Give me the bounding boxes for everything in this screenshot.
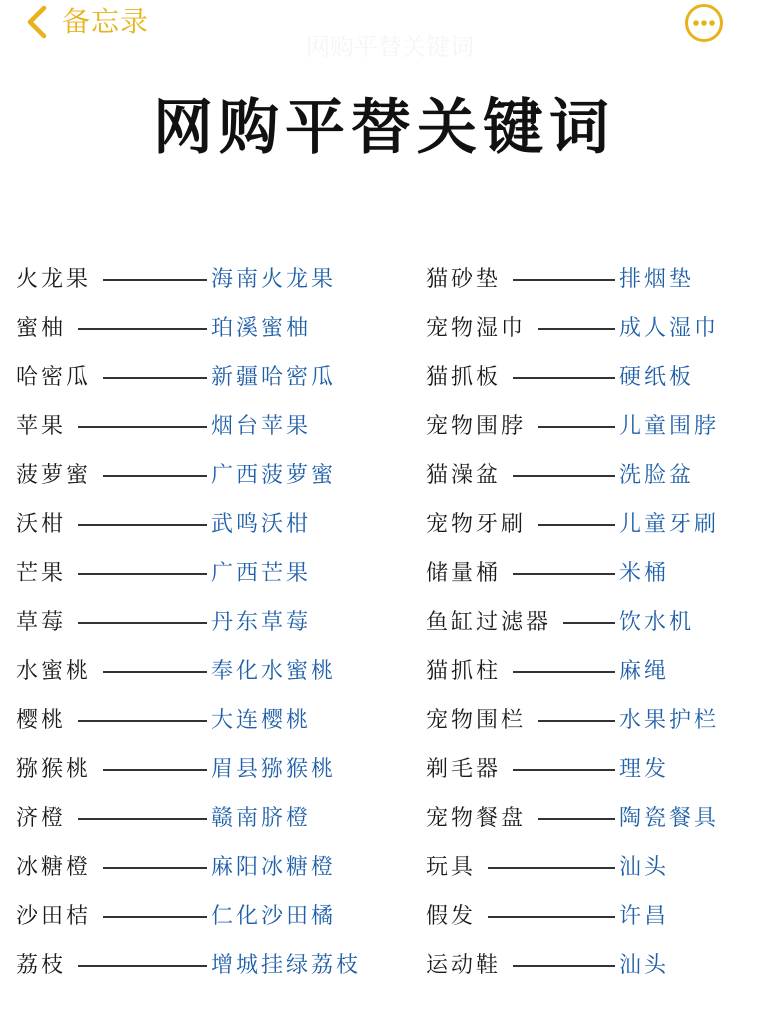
alternative-keyword: 许昌 (619, 904, 670, 929)
connector-dash (488, 916, 615, 918)
original-keyword: 宠物餐盘 (426, 806, 527, 831)
alternative-keyword: 洗脸盆 (619, 463, 695, 488)
original-keyword: 假发 (426, 904, 477, 929)
keyword-row (0, 652, 768, 692)
original-keyword: 猫抓柱 (426, 659, 502, 684)
connector-dash (538, 720, 615, 722)
keyword-row (0, 701, 768, 741)
alternative-keyword: 米桶 (619, 561, 670, 586)
connector-dash (488, 867, 615, 869)
original-keyword: 宠物围栏 (426, 708, 527, 733)
connector-dash (563, 622, 615, 624)
original-keyword: 宠物牙刷 (426, 512, 527, 537)
alternative-keyword: 汕头 (619, 855, 670, 880)
original-keyword: 玩具 (426, 855, 477, 880)
keyword-row (0, 554, 768, 594)
connector-dash (538, 818, 615, 820)
connector-dash (538, 328, 615, 330)
page-title: 网购平替关键词 (153, 93, 615, 163)
connector-dash (78, 328, 207, 330)
alternative-keyword: 成人湿巾 (619, 316, 720, 341)
alternative-keyword: 儿童牙刷 (619, 512, 720, 537)
keyword-row (0, 603, 768, 643)
connector-dash (513, 279, 615, 281)
alternative-keyword: 水果护栏 (619, 708, 720, 733)
keyword-row (0, 260, 768, 300)
connector-dash (513, 475, 615, 477)
connector-dash (103, 377, 207, 379)
back-label: 备忘录 (62, 5, 150, 38)
keyword-row (0, 505, 768, 545)
alternative-keyword: 丹东草莓 (211, 610, 312, 635)
connector-dash (103, 916, 207, 918)
original-keyword: 菠萝蜜 (16, 463, 92, 488)
connector-dash (78, 524, 207, 526)
connector-dash (103, 279, 207, 281)
original-keyword: 济橙 (16, 806, 67, 831)
original-keyword: 荔枝 (16, 953, 67, 978)
alternative-keyword: 武鸣沃柑 (211, 512, 312, 537)
alternative-keyword: 仁化沙田橘 (211, 904, 337, 929)
alternative-keyword: 硬纸板 (619, 365, 695, 390)
alternative-keyword: 广西菠萝蜜 (211, 463, 337, 488)
connector-dash (538, 524, 615, 526)
connector-dash (78, 965, 207, 967)
original-keyword: 剃毛器 (426, 757, 502, 782)
original-keyword: 蜜柚 (16, 316, 67, 341)
original-keyword: 猫抓板 (426, 365, 502, 390)
original-keyword: 火龙果 (16, 267, 92, 292)
ellipsis-circle-icon (684, 3, 724, 43)
more-options-button[interactable] (684, 3, 724, 43)
original-keyword: 储量桶 (426, 561, 502, 586)
connector-dash (513, 769, 615, 771)
original-keyword: 运动鞋 (426, 953, 502, 978)
alternative-keyword: 奉化水蜜桃 (211, 659, 337, 684)
keyword-row (0, 946, 768, 986)
keyword-row (0, 407, 768, 447)
keyword-row (0, 799, 768, 839)
alternative-keyword: 大连樱桃 (211, 708, 312, 733)
alternative-keyword: 儿童围脖 (619, 414, 720, 439)
original-keyword: 沙田桔 (16, 904, 92, 929)
connector-dash (78, 622, 207, 624)
connector-dash (103, 475, 207, 477)
keyword-row (0, 848, 768, 888)
connector-dash (103, 671, 207, 673)
alternative-keyword: 眉县猕猴桃 (211, 757, 337, 782)
connector-dash (78, 426, 207, 428)
original-keyword: 冰糖橙 (16, 855, 92, 880)
original-keyword: 宠物湿巾 (426, 316, 527, 341)
original-keyword: 猕猴桃 (16, 757, 92, 782)
alternative-keyword: 烟台苹果 (211, 414, 312, 439)
keyword-row (0, 750, 768, 790)
chevron-left-icon (24, 5, 50, 39)
connector-dash (78, 573, 207, 575)
alternative-keyword: 麻阳冰糖橙 (211, 855, 337, 880)
alternative-keyword: 陶瓷餐具 (619, 806, 720, 831)
connector-dash (513, 965, 615, 967)
original-keyword: 鱼缸过滤器 (426, 610, 552, 635)
original-keyword: 宠物围脖 (426, 414, 527, 439)
original-keyword: 樱桃 (16, 708, 67, 733)
connector-dash (513, 573, 615, 575)
connector-dash (513, 671, 615, 673)
alternative-keyword: 理发 (619, 757, 670, 782)
keyword-row (0, 456, 768, 496)
keyword-row (0, 309, 768, 349)
keyword-row (0, 358, 768, 398)
original-keyword: 苹果 (16, 414, 67, 439)
connector-dash (78, 720, 207, 722)
original-keyword: 草莓 (16, 610, 67, 635)
original-keyword: 猫澡盆 (426, 463, 502, 488)
alternative-keyword: 汕头 (619, 953, 670, 978)
alternative-keyword: 广西芒果 (211, 561, 312, 586)
original-keyword: 哈密瓜 (16, 365, 92, 390)
alternative-keyword: 增城挂绿荔枝 (211, 953, 362, 978)
keyword-row (0, 897, 768, 937)
faded-header-text: 网购平替关键词 (306, 33, 474, 61)
original-keyword: 猫砂垫 (426, 267, 502, 292)
alternative-keyword: 海南火龙果 (211, 267, 337, 292)
connector-dash (78, 818, 207, 820)
alternative-keyword: 饮水机 (619, 610, 695, 635)
connector-dash (103, 867, 207, 869)
connector-dash (538, 426, 615, 428)
original-keyword: 沃柑 (16, 512, 67, 537)
alternative-keyword: 新疆哈密瓜 (211, 365, 337, 390)
original-keyword: 芒果 (16, 561, 67, 586)
original-keyword: 水蜜桃 (16, 659, 92, 684)
alternative-keyword: 麻绳 (619, 659, 670, 684)
alternative-keyword: 排烟垫 (619, 267, 695, 292)
connector-dash (513, 377, 615, 379)
connector-dash (103, 769, 207, 771)
back-button[interactable] (24, 2, 149, 42)
alternative-keyword: 珀溪蜜柚 (211, 316, 312, 341)
alternative-keyword: 赣南脐橙 (211, 806, 312, 831)
